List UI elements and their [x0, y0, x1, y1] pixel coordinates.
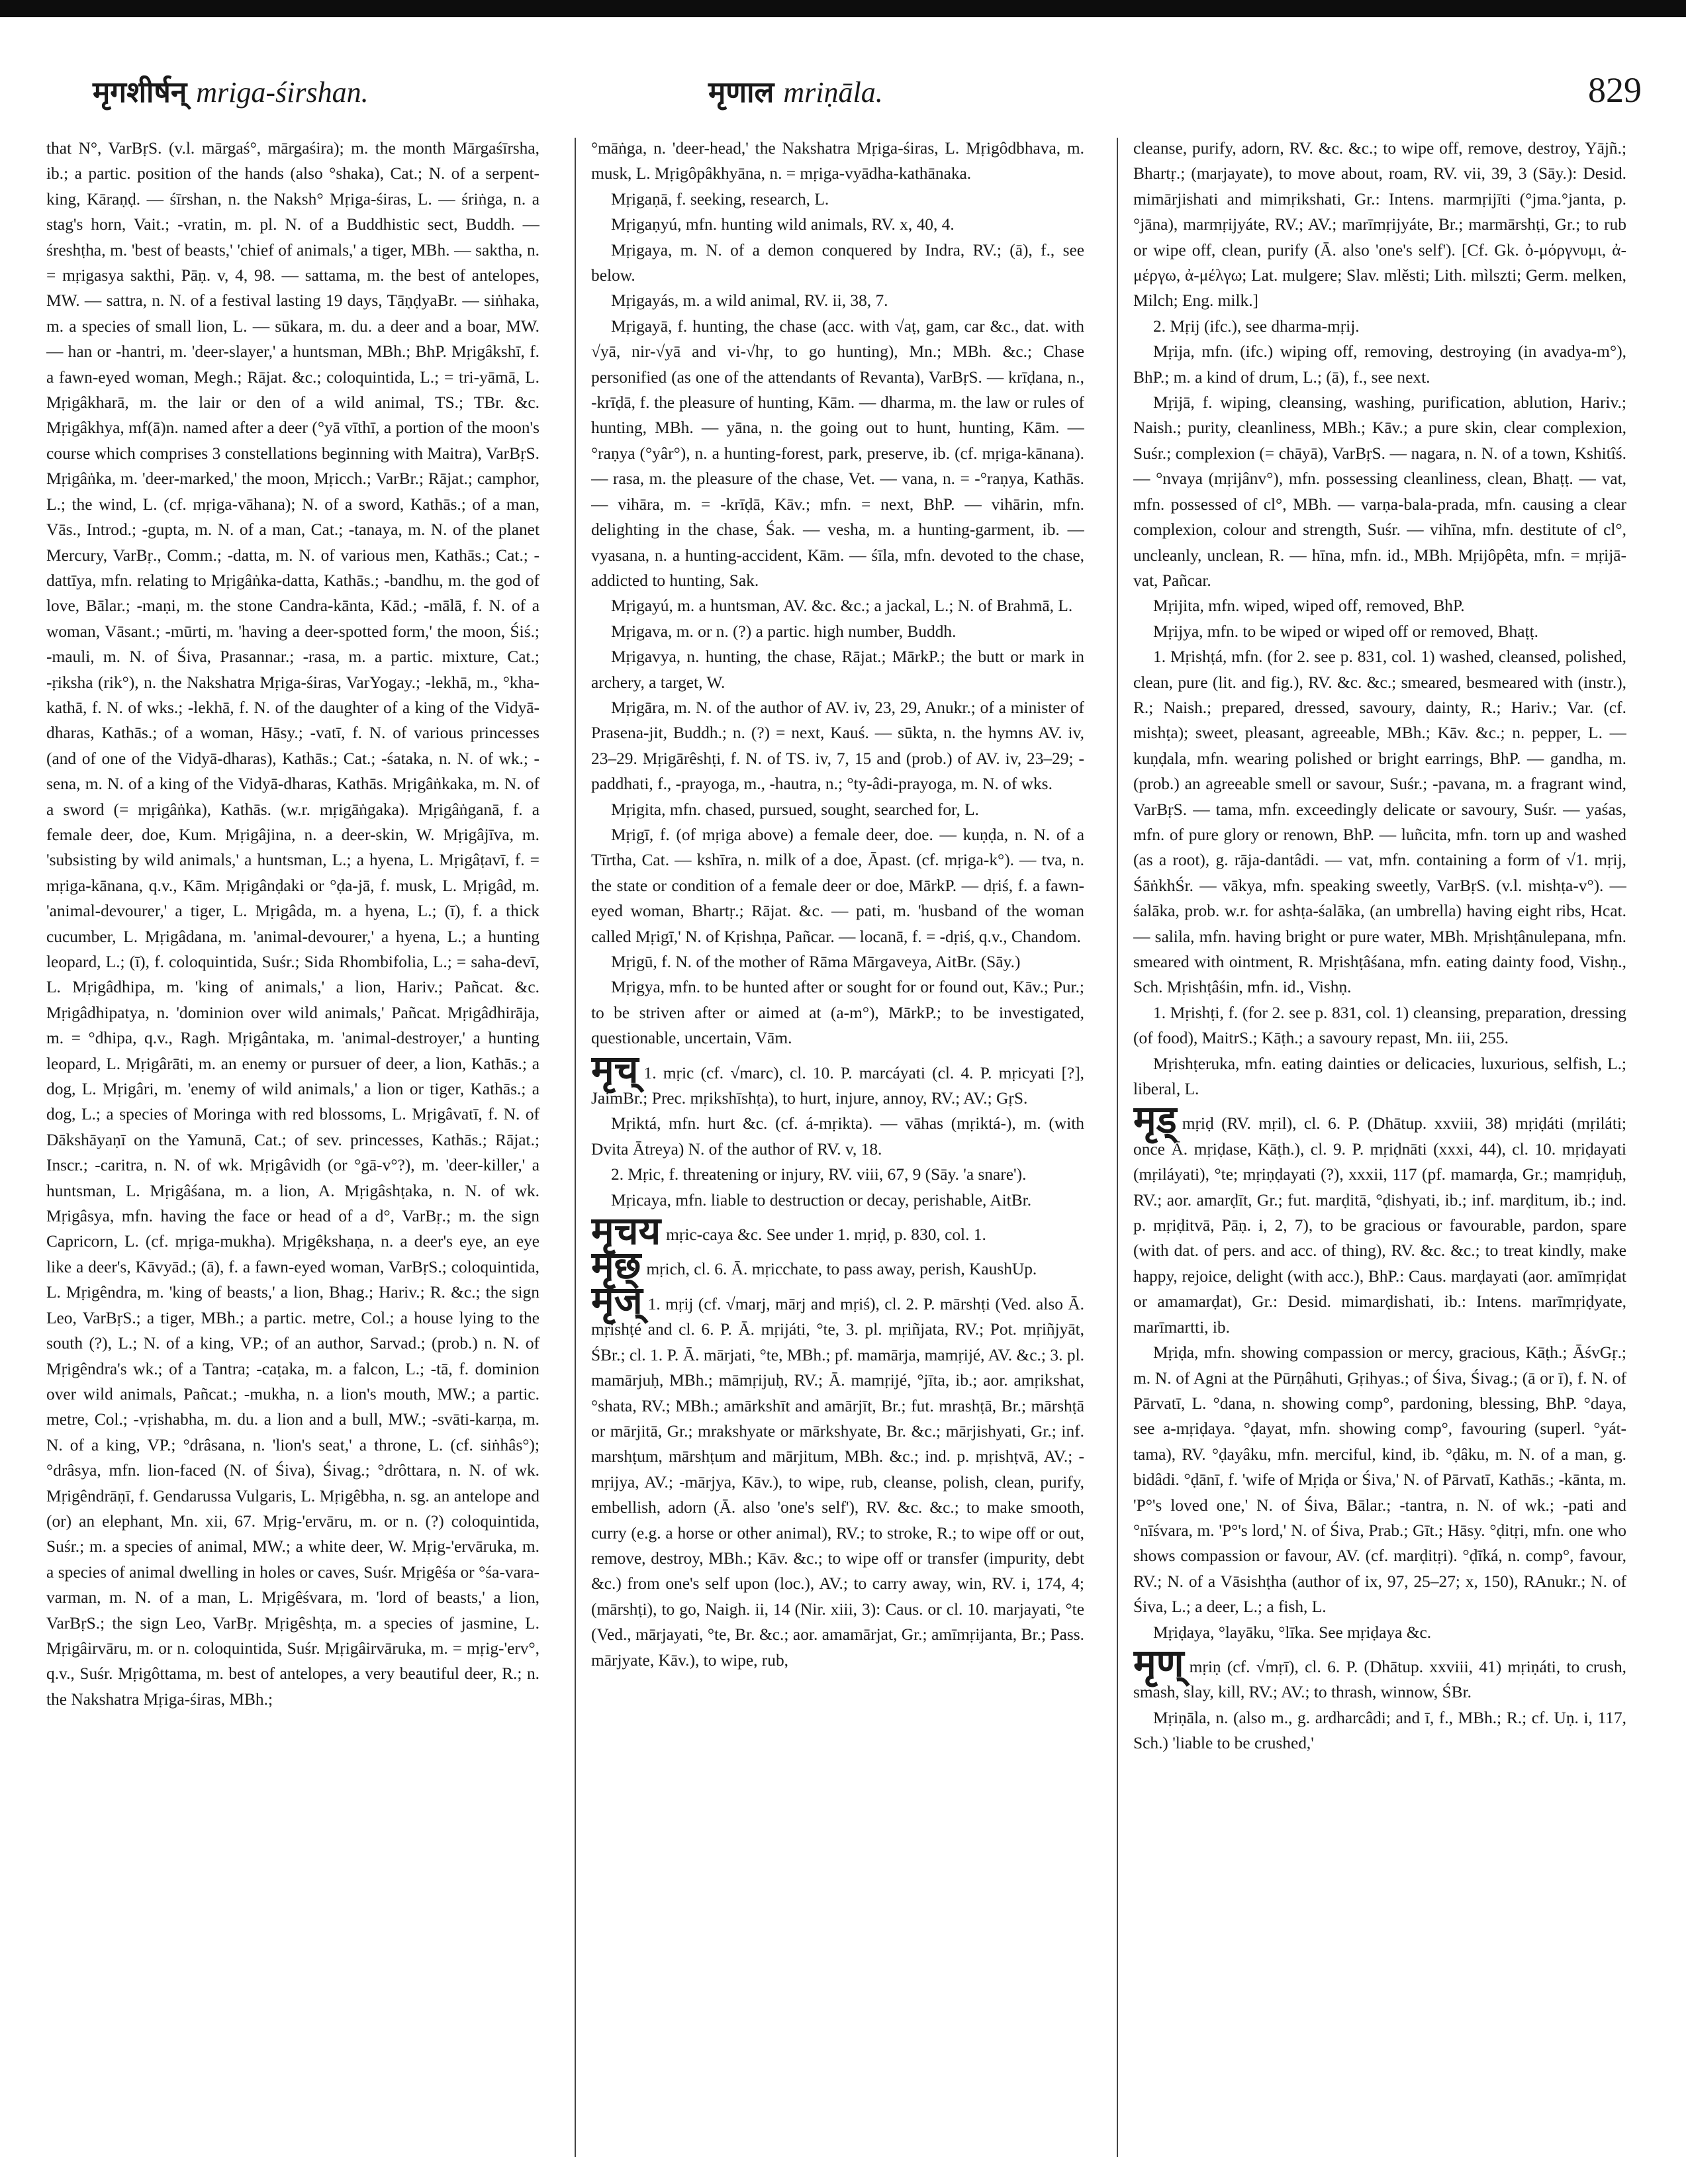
page-number: 829 — [1588, 70, 1642, 110]
dictionary-entry — [1133, 390, 1626, 593]
header-left-headword — [93, 73, 369, 113]
root-devanagari-headword: मृच् — [591, 1047, 639, 1091]
root-devanagari-headword: मृज् — [591, 1278, 643, 1322]
dictionary-column-1 — [46, 136, 539, 2161]
entry-text: Mṛigavya, n. hunting, the chase, Rājat.; MārkP.; the butt or mark in archery, a target, W. — [591, 647, 1084, 692]
top-border-band — [0, 0, 1686, 17]
dictionary-entry — [591, 822, 1084, 949]
entry-text: Mṛijita, mfn. wiped, wiped off, removed, BhP. — [1153, 596, 1465, 616]
dictionary-entry — [591, 1162, 1084, 1187]
dictionary-entry — [591, 1210, 1084, 1253]
entry-text: mṛich, cl. 6. Ā. mṛicchate, to pass away, perish, KaushUp. — [646, 1260, 1037, 1279]
dictionary-entry — [591, 1278, 1084, 1673]
dictionary-entry — [591, 187, 1084, 212]
entry-text: mṛic-caya &c. See under 1. mṛiḍ, p. 830, col. 1. — [666, 1225, 986, 1245]
dictionary-entry — [1133, 1620, 1626, 1645]
dictionary-entry — [591, 619, 1084, 644]
entry-text: 1. Mṛishṭá, mfn. (for 2. see p. 831, col. 1) washed, cleansed, polished, clean, pure (lit. and fig.), RV. &c. &c.; smeared, besmeared with (instr.), R.; Naish.; prepared, dressed, savoury, dainty, R.; Hariv.; Var. (cf. mishṭa); sweet, pleasant, agreeable, MBh.; Kāv. &c.; n. pepper, L. — kuṇḍala, mfn. wearing polished or bright earrings, BhP. — gandha, m. (prob.) an agreeable smell or savour, Suśr.; -pavana, m. a fragrant wind, VarBṛS. — tama, mfn. exceedingly delicate or savoury, Suśr. — yaśas, mfn. of pure glory or renown, BhP. — luñcita, mfn. torn up and washed (as a root), g. rāja-dantâdi. — vat, mfn. containing a form of √1. mṛij, ŚāṅkhŚr. — vākya, mfn. speaking sweetly, VarBṛS. (v.l. mishṭa-v°). — śalāka, prob. w.r. for ashṭa-śalāka, (an umbrella) having eight ribs, Hcat. — salila, mfn. having bright or pure water, MBh. Mṛishṭânulepana, mfn. smeared with ointment, R. Mṛishṭâśana, mfn. eating dainty food, Vishṇ., Sch. Mṛishṭâśin, mfn. id., Vishṇ. — [1133, 647, 1626, 997]
dictionary-entry — [591, 949, 1084, 974]
entry-text: Mṛigaya, m. N. of a demon conquered by Indra, RV.; (ā), f., see below. — [591, 240, 1084, 285]
entry-text: 1. mṛic (cf. √marc), cl. 10. P. marcáyati (cl. 4. P. mṛicyati [?], JaimBr.; Prec. mṛikshīshṭa), to hurt, injure, annoy, RV.; AV.; GṛS. — [591, 1063, 1084, 1108]
header-center-headword — [708, 73, 883, 113]
dictionary-entry — [591, 288, 1084, 313]
entry-text: Mṛigita, mfn. chased, pursued, sought, searched for, L. — [611, 800, 980, 819]
root-devanagari-headword: मृड् — [1133, 1098, 1177, 1142]
root-devanagari-headword: मृचय — [591, 1210, 661, 1253]
entry-text: 1. Mṛishṭi, f. (for 2. see p. 831, col. 1) cleansing, preparation, dressing (of food), MaitrS.; Kāṭh.; a savoury repast, Mn. iii, 255. — [1133, 1003, 1626, 1048]
dictionary-entry — [591, 1188, 1084, 1213]
dictionary-entry — [591, 593, 1084, 618]
entry-text: Mṛiḍa, mfn. showing compassion or mercy, gracious, Kāṭh.; ĀśvGṛ.; m. N. of Agni at the Pūrṇâhuti, Gṛihyas.; of Śiva, Śivag.; (ā or ī), f. N. of Pārvatī, L. °dana, n. showing comp°, pardoning, blessing, BhP. °daya, see a-mṛiḍaya. °ḍayat, mfn. showing comp°, favouring (superl. °yát-tama), RV. °ḍayâku, mfn. merciful, kind, ib. °ḍâku, m. N. of a man, g. bidâdi. °ḍānī, f. 'wife of Mṛiḍa or Śiva,' N. of Pārvatī, Kathās.; -kānta, m. 'P°'s loved one,' N. of Śiva, Bālar.; -tantra, n. N. of wk.; -pati and °nīśvara, m. 'P°'s lord,' N. of Śiva, Prab.; Gīt.; Hāsy. °ḍitṛi, mfn. one who shows compassion or favour, AV. (cf. marḍitṛi). °ḍīká, n. comp°, favour, RV.; N. of a Vāsishṭha (author of ix, 97, 25–27; x, 150), RAnukr.; N. of Śiva, L.; a deer, L.; a fish, L. — [1133, 1343, 1626, 1617]
entry-text: mṛiḍ (RV. mṛil), cl. 6. P. (Dhātup. xxviii, 38) mṛiḍáti (mṛiláti; once Ā. mṛiḍase, Kāṭh.), cl. 9. P. mṛiḍnāti (xxxi, 44), cl. 10. mṛiḍayati (mṛiláyati), °te; mṛiṇḍayati (?), xxxii, 117 (pf. mamarḍa, Gr.; mamṛiḍuḥ, RV.; aor. amarḍīt, Gr.; fut. marḍitā, °ḍishyati, ib.; inf. marḍitum, ib.; ind. p. mṛiḍitvā, Pāṇ. i, 2, 7), to be gracious or favourable, pardon, spare (with dat. of pers. and acc. of thing), RV. &c. &c.; to treat kindly, make happy, rejoice, delight (with acc.), BhP.: Caus. marḍayati (aor. amīmṛiḍat or amamarḍat), Gr.: Desid. mimarḍishati, ib.: Intens. marīmṛiḍyate, marīmartti, ib. — [1133, 1114, 1626, 1337]
entry-text: Mṛicaya, mfn. liable to destruction or decay, perishable, AitBr. — [611, 1190, 1032, 1210]
dictionary-entry — [591, 314, 1084, 593]
dictionary-entry — [1133, 1705, 1626, 1756]
dictionary-entry — [591, 974, 1084, 1051]
dictionary-entry — [591, 212, 1084, 237]
dictionary-column-3 — [1133, 136, 1626, 2161]
root-devanagari-headword: मृछ् — [591, 1244, 641, 1288]
dictionary-entry — [591, 1047, 1084, 1112]
entry-text: Mṛishṭeruka, mfn. eating dainties or delicacies, luxurious, selfish, L.; liberal, L. — [1133, 1054, 1626, 1099]
entry-text: Mṛiṇāla, n. (also m., g. ardharcâdi; and ī, f., MBh.; R.; cf. Uṇ. i, 117, Sch.) 'liable to be crushed,' — [1133, 1708, 1626, 1753]
dictionary-entry — [1133, 1641, 1626, 1705]
entry-text: Mṛigaṇā, f. seeking, research, L. — [611, 189, 829, 209]
dictionary-entry — [1133, 136, 1626, 314]
entry-text: mṛiṇ (cf. √mṛī), cl. 6. P. (Dhātup. xxviii, 41) mṛiṇáti, to crush, smash, slay, kill, RV.; AV.; to thrash, winnow, ŚBr. — [1133, 1657, 1626, 1702]
dictionary-entry — [591, 695, 1084, 797]
entry-text: 2. Mṛij (ifc.), see dharma-mṛij. — [1153, 316, 1360, 336]
entry-text: Mṛija, mfn. (ifc.) wiping off, removing, destroying (in avadya-m°), BhP.; m. a kind of drum, L.; (ā), f., see next. — [1133, 342, 1626, 387]
entry-text: Mṛijā, f. wiping, cleansing, washing, purification, ablution, Hariv.; Naish.; purity, cleanliness, MBh.; Kāv.; a pure skin, clear complexion, Suśr.; complexion (= chāyā), VarBṛS. — nagara, n. N. of a town, Kshitîś. — °nvaya (mṛijânv°), mfn. possessing cleanliness, clean, Bhaṭṭ. — vat, mfn. possessed of cl°, MBh. — varṇa-bala-prada, mfn. causing a clear complexion, colour and strength, Suśr. — vihīna, mfn. destitute of cl°, uncleanly, unclean, R. — hīna, mfn. id., MBh. Mṛijôpêta, mfn. = mṛijā-vat, Pañcar. — [1133, 393, 1626, 590]
entry-text: 1. mṛij (cf. √marj, mārj and mṛiś), cl. 2. P. mārshṭi (Ved. also Ā. mṛishṭé and cl. 6. P. Ā. mṛijáti, °te, 3. pl. mṛiñjata, RV.; Pot. mṛiñjyāt, ŚBr.; cl. 1. P. Ā. mārjati, °te, MBh.; pf. mamārja, mamṛijé, AV. &c.; 3. pl. mamārjuḥ, MBh.; māmṛijuḥ, RV.; Ā. mamṛijé, °jīta, ib.; aor. amṛikshat, °shata, RV.; MBh.; amārkshīt and amārjīt, Br.; fut. mrashṭā, Br.; mārshṭā or mārjitā, Gr.; mrakshyate or mārkshyate, Br. &c.; mārjishyati, Gr.; inf. marshṭum, mārshṭum and mārjitum, MBh. &c.; ind. p. mṛishṭvā, AV.; -mṛijya, AV.; -mārjya, Kāv.), to wipe, rub, cleanse, polish, clean, purify, embellish, adorn (Ā. also 'one's self'), RV. &c. &c.; to make smooth, curry (e.g. a horse or other animal), RV.; to stroke, R.; to wipe off or out, remove, destroy, MBh.; Kāv. &c.; to wipe off or transfer (impurity, debt &c.) from one's self upon (loc.), AV.; to carry away, win, RV. i, 174, 4; (mārshṭi), to go, Naigh. ii, 14 (Nir. xiii, 3): Caus. or cl. 10. marjayati, °te (Ved., mārjayati, °te, Br. &c.; aor. amamārjat, Gr.; amīmṛijanta, Br.; Pass. mārjyate, Kāv.), to wipe, rub, — [591, 1294, 1084, 1670]
entry-text: Mṛigaṇyú, mfn. hunting wild animals, RV. x, 40, 4. — [611, 215, 955, 234]
entry-text: Mṛigayás, m. a wild animal, RV. ii, 38, 7. — [611, 291, 888, 310]
dictionary-column-2 — [591, 136, 1084, 2161]
header-center-devanagari: मृणाल — [708, 76, 774, 109]
dictionary-entry — [591, 644, 1084, 695]
entry-text: Mṛiḍaya, °layāku, °līka. See mṛiḍaya &c. — [1153, 1623, 1432, 1642]
dictionary-entry — [46, 136, 539, 1712]
entry-text: Mṛigī, f. (of mṛiga above) a female deer, doe. — kuṇḍa, n. N. of a Tīrtha, Cat. — kshīra, n. milk of a doe, Āpast. (cf. mṛiga-k°). — tva, n. the state or condition of a female deer or doe, MārkP. — dṛiś, f. a fawn-eyed woman, Bhartṛ.; Rājat. &c. — pati, m. 'husband of the woman called Mṛigī,' N. of Kṛishṇa, Pañcar. — locanā, f. = -dṛiś, q.v., Chandom. — [591, 825, 1084, 946]
dictionary-entry — [1133, 644, 1626, 1000]
entry-text: Mṛigayā, f. hunting, the chase (acc. with √aṭ, gam, car &c., dat. with √yā, nir-√yā and vi-√hṛ, to go hunting), Mn.; MBh. &c.; Chase personified (as one of the attendants of Revanta), VarBṛS. — krīḍana, n., -krīḍā, f. the pleasure of hunting, Kām. — dharma, m. the law or rules of hunting, MBh. — yāna, n. the going out to hunt, hunting, Kām. — °raṇya (°yâr°), n. a hunting-forest, park, preserve, ib. (cf. mṛiga-kānana). — rasa, m. the pleasure of the chase, Vet. — vana, n. = -°raṇya, Kathās. — vihāra, m. = -krīḍā, Kāv.; mfn. = next, BhP. — vihārin, mfn. delighting in the chase, Śak. — vesha, m. a hunting-garment, ib. — vyasana, n. a hunting-accident, Kām. — śīla, mfn. devoted to the chase, addicted to hunting, Sak. — [591, 316, 1084, 590]
dictionary-entry — [591, 1244, 1084, 1288]
entry-text: Mṛigayú, m. a huntsman, AV. &c. &c.; a jackal, L.; N. of Brahmā, L. — [611, 596, 1073, 616]
dictionary-entry — [1133, 314, 1626, 339]
dictionary-entry — [1133, 339, 1626, 390]
entry-text: °māṅga, n. 'deer-head,' the Nakshatra Mṛiga-śiras, L. Mṛigôdbhava, m. musk, L. Mṛigôpâkhyāna, n. = mṛiga-vyādha-kathānaka. — [591, 139, 1084, 183]
header-center-translit: mriṇāla. — [783, 76, 883, 109]
dictionary-entry — [591, 1111, 1084, 1162]
entry-text: 2. Mṛic, f. threatening or injury, RV. viii, 67, 9 (Sāy. 'a snare'). — [611, 1165, 1027, 1184]
column-divider-1 — [575, 138, 576, 2157]
entry-text: Mṛigū, f. N. of the mother of Rāma Mārgaveya, AitBr. (Sāy.) — [611, 953, 1021, 971]
entry-text: Mṛigava, m. or n. (?) a partic. high number, Buddh. — [611, 622, 957, 641]
entry-text: Mṛijya, mfn. to be wiped or wiped off or removed, Bhaṭṭ. — [1153, 622, 1538, 641]
dictionary-entry — [1133, 593, 1626, 618]
header-left-devanagari: मृगशीर्षन् — [93, 76, 187, 109]
root-devanagari-headword: मृण् — [1133, 1641, 1184, 1685]
dictionary-entry — [591, 136, 1084, 187]
entry-text: cleanse, purify, adorn, RV. &c. &c.; to wipe off, remove, destroy, Yājñ.; Bhartṛ.; (marjayate), to move about, roam, RV. vii, 39, 3 (Sāy.): Desid. mimārjishati and mimṛikshati, Gr.: Intens. marmṛijīti (°jma.°janta, p. °jāna), marmṛijyáte, RV.; AV.; marīmṛijyáte, Br.; marmārshṭi, Gr.; to rub or wipe off, clean, purify (Ā. also 'one's self'). [Cf. Gk. ὀ-μόργνυμι, ἀ-μέργω, ἀ-μέλγω; Lat. mulgere; Slav. mlěsti; Lith. mìlszti; Germ. melken, Milch; Eng. milk.] — [1133, 139, 1626, 310]
column-divider-2 — [1117, 138, 1118, 2157]
dictionary-entry — [1133, 1000, 1626, 1051]
dictionary-entry — [1133, 1098, 1626, 1340]
header-left-translit: mriga-śirshan. — [196, 76, 369, 109]
entry-text: Mṛigāra, m. N. of the author of AV. iv, 23, 29, Anukr.; of a minister of Prasena-jit, Buddh.; n. (?) = next, Kauś. — sūkta, n. the hymns AV. iv, 23–29. Mṛigārêshṭi, f. N. of TS. iv, 7, 15 and (prob.) of AV. iv, 23–29; -paddhati, f., -prayoga, m., -hautra, n.; °ty-âdi-prayoga, m. N. of wks. — [591, 698, 1084, 794]
dictionary-entry — [1133, 1340, 1626, 1619]
entry-text: that N°, VarBṛS. (v.l. mārgaś°, mārgaśira); m. the month Mārgaśīrsha, ib.; a partic. position of the hands (also °shaka), Cat.; N. of a serpent-king, Kāraṇḍ. — śīrshan, n. the Naksh° Mṛiga-śiras, L. — śriṅga, n. a stag's horn, Vait.; -vratin, m. pl. N. of a Buddhistic sect, Buddh. — śreshṭha, m. 'best of beasts,' 'chief of animals,' a tiger, MBh. — saktha, n. = mṛigasya sakthi, Pāṇ. v, 4, 98. — sattama, m. the best of antelopes, MW. — sattra, n. N. of a festival lasting 19 days, TāṇḍyaBr. — siṅhaka, m. a species of small lion, L. — sūkara, m. du. a deer and a boar, MW. — han or -hantri, m. 'deer-slayer,' a huntsman, MBh.; BhP. Mṛigâkshī, f. a fawn-eyed woman, Megh.; Rājat. &c.; coloquintida, L.; = tri-yāmā, L. Mṛigâkharā, m. the lair or den of a wild animal, TS.; TBr. &c. Mṛigâkhya, mf(ā)n. named after a deer (°yā vīthī, a portion of the moon's course which comprises 3 constellations beginning with Maitra), VarBṛS. Mṛigâṅka, m. 'deer-marked,' the moon, Mṛicch.; VarBr.; Rājat.; camphor, L.; the wind, L. (cf. mṛiga-vāhana); N. of a sword, Kathās.; of a man, Vās., Introd.; -gupta, m. N. of a man, Cat.; -tanaya, m. N. of the planet Mercury, VarBṛ., Comm.; -datta, m. N. of various men, Kathās.; Cat.; -dattīya, mfn. relating to Mṛigâṅka-datta, Kathās.; -bandhu, m. the god of love, Bālar.; -maṇi, m. the stone Candra-kānta, Kād.; -mālā, f. N. of a woman, Vāsant.; -mūrti, m. 'having a deer-spotted form,' the moon, Śiś.; -mauli, m. N. of Śiva, Prasannar.; -rasa, m. a partic. mixture, Cat.; -ṛiksha (rik°), n. the Nakshatra Mṛiga-śiras, VarYogay.; -lekhā, m., °kha-kathā, f. N. of wks.; -lekhā, f. N. of the daughter of a king of the Vidyā-dharas, Kathās.; of a woman, Hāsy.; -vatī, f. N. of various princesses (and of one of the Vidyā-dharas), Kathās.; Cat.; -śataka, n. N. of wk.; -sena, m. N. of a king of the Vidyā-dharas, Kathās. Mṛigâṅkaka, m. N. of a sword (= mṛigâṅka), Kathās. (w.r. mṛigāṅgaka). Mṛigâṅganā, f. a female deer, doe, Kum. Mṛigâjina, n. a deer-skin, W. Mṛigâjīva, m. 'subsisting by wild animals,' a huntsman, L.; a hyena, L. Mṛigâṭavī, f. = mṛiga-kānana, q.v., Kām. Mṛigânḍaki or °ḍa-jā, f. musk, L. Mṛigâd, m. 'animal-devourer,' a tiger, L. Mṛigâda, m. a hyena, L.; (ī), f. a thick cucumber, L. Mṛigâdana, m. 'animal-devourer,' a hyena, L.; a hunting leopard, L.; (ī), f. coloquintida, Suśr.; Sida Rhombifolia, L.; = saha-devī, L. Mṛigâdhipa, m. 'king of animals,' a lion, Hariv.; Pañcat. &c. Mṛigâdhipatya, n. 'dominion over wild animals,' Pañcat. Mṛigâdhirāja, m. = °dhipa, q.v., Ragh. Mṛigântaka, m. 'animal-destroyer,' a hunting leopard, L. Mṛigârāti, m. an enemy or pursuer of deer, a lion, Kathās.; a dog, L. Mṛigâri, m. 'enemy of wild animals,' a lion or tiger, Kathās.; a dog, L.; a species of Moringa with red blossoms, L. Mṛigâvatī, f. N. of Dākshāyaṇī on the Yamunā, Cat.; of sev. princesses, Kathās.; Rājat.; Inscr.; -caritra, n. N. of wk. Mṛigâvidh (or °gā-v°?), m. 'deer-killer,' a huntsman, L. Mṛigâśana, m. a lion, A. Mṛigâshṭaka, n. N. of wk. Mṛigâsya, mfn. having the face or head of a d°, VarBṛ.; m. the sign Capricorn, L. (cf. mṛiga-mukha). Mṛigêkshaṇa, n. a deer's eye, an eye like a deer's, Kāvyād.; (ā), f. a fawn-eyed woman, VarBṛS.; coloquintida, L. Mṛigêndra, m. 'king of beasts,' a lion, Bhag.; Hariv.; R. &c.; the sign Leo, VarBṛS.; a tiger, MBh.; a partic. metre, Col.; a house lying to the south (?), L.; N. of a king, VP.; of an author, Sarvad.; (prob.) n. N. of Mṛigêndra's wk.; of a Tantra; -caṭaka, m. a falcon, L.; -tā, f. dominion over wild animals, Pañcat.; -mukha, n. a lion's mouth, MW.; a partic. metre, Col.; -vṛishabha, m. du. a lion and a bull, MW.; -svāti-karṇa, m. N. of a king, VP.; °drâsana, n. 'lion's seat,' a throne, L. (cf. siṅhâs°); °drâsya, mfn. lion-faced (N. of Śiva), Śivag.; °drôttara, n. N. of wk. Mṛigêndrāṇī, f. Gendarussa Vulgaris, L. Mṛigêbha, n. sg. an antelope and (or) an elephant, Mn. xii, 67. Mṛig-'ervāru, m. or n. (?) coloquintida, Suśr.; m. a species of animal, MW.; a white deer, W. Mṛig-'ervāruka, m. a species of animal dwelling in holes or caves, Suśr. Mṛigêśa or °śa-vara-varman, m. N. of a man, L. Mṛigêśvara, m. 'lord of beasts,' a lion, VarBṛS.; the sign Leo, VarBṛ. Mṛigêshṭa, m. a species of jasmine, L. Mṛigâirvāru, m. or n. coloquintida, Suśr. Mṛigâirvāruka, m. = mṛig-'erv°, q.v., Suśr. Mṛigôttama, m. best of antelopes, a very beautiful deer, R.; n. the Nakshatra Mṛiga-śiras, MBh.; — [46, 139, 539, 1709]
dictionary-entry — [1133, 1051, 1626, 1102]
dictionary-entry — [591, 238, 1084, 289]
dictionary-entry — [1133, 619, 1626, 644]
entry-text: Mṛigya, mfn. to be hunted after or sought for or found out, Kāv.; Pur.; to be striven after or aimed at (a-m°), MārkP.; to be investigated, questionable, uncertain, Vām. — [591, 978, 1084, 1048]
dictionary-entry — [591, 797, 1084, 822]
running-header — [46, 66, 1642, 126]
entry-text: Mṛiktá, mfn. hurt &c. (cf. á-mṛikta). — vāhas (mṛiktá-), m. (with Dvita Ātreya) N. of the author of RV. v, 18. — [591, 1114, 1084, 1159]
